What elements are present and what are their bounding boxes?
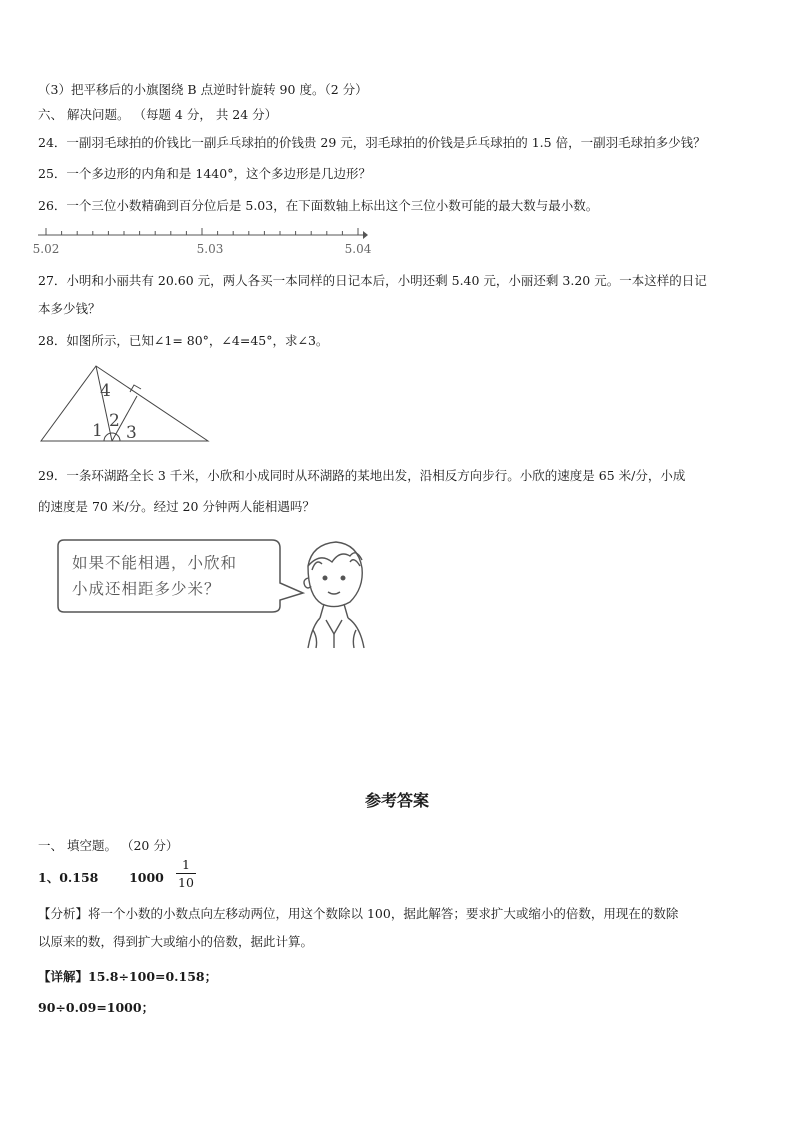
number-line-label-503: 5.03 <box>196 242 224 256</box>
analysis-line2: 以原来的数，得到扩大或缩小的倍数，据此计算。 <box>38 934 314 949</box>
fraction-numerator: 1 <box>182 857 190 872</box>
number-line <box>32 225 372 261</box>
angle-1-label: 1 <box>92 421 103 441</box>
answer-1-value2: 1000 <box>129 870 164 885</box>
question-24: 24．一副羽毛球拍的价钱比一副乒乓球拍的价钱贵 29 元，羽毛球拍的价钱是乒乓球拍的 1.5 倍，一副羽毛球拍多少钱？ <box>38 135 706 150</box>
question-27-line1: 27．小明和小丽共有 20.60 元，两人各买一本同样的日记本后，小明还剩 5.40 元，小丽还剩 3.20 元。一本这样的日记 <box>38 273 707 288</box>
angle-2-label: 2 <box>109 411 120 431</box>
question-28: 28．如图所示，已知∠1= 80°，∠4=45°，求∠3。 <box>38 333 329 348</box>
angle-4-label: 4 <box>100 381 111 401</box>
analysis-line1: 【分析】将一个小数的小数点向左移动两位，用这个数除以 100，据此解答；要求扩大或缩小的倍数，用现在的数除 <box>38 906 679 921</box>
answer-1-prefix: 1、0.158 <box>38 870 99 885</box>
bubble-line2: 小成还相距多少米？ <box>72 580 221 598</box>
triangle-diagram <box>38 358 213 448</box>
detail-line1: 【详解】15.8÷100=0.158； <box>38 969 218 984</box>
question-26: 26．一个三位小数精确到百分位后是 5.03，在下面数轴上标出这个三位小数可能的最大数与最小数。 <box>38 198 599 213</box>
angle-3-label: 3 <box>126 423 137 443</box>
fraction-denominator: 10 <box>178 875 194 890</box>
number-line-label-502: 5.02 <box>32 242 60 256</box>
question-29-line2: 的速度是 70 米/分。经过 20 分钟两人能相遇吗？ <box>38 499 315 514</box>
answer-1-fraction <box>176 857 196 890</box>
question-23-3: （3）把平移后的小旗图绕 B 点逆时针旋转 90 度。（2 分） <box>38 82 368 97</box>
answer-section-1-heading: 一、 填空题。 （20 分） <box>38 838 179 853</box>
answer-1 <box>38 868 164 886</box>
question-25: 25．一个多边形的内角和是 1440°，这个多边形是几边形？ <box>38 166 371 181</box>
question-27-line2: 本多少钱？ <box>38 301 101 316</box>
detail-line2: 90÷0.09=1000； <box>38 1000 155 1015</box>
boy-illustration <box>304 542 364 648</box>
question-29-line1: 29．一条环湖路全长 3 千米，小欣和小成同时从环湖路的某地出发，沿相反方向步行。小欣的速度是 65 米/分，小成 <box>38 468 686 483</box>
bubble-line1: 如果不能相遇，小欣和 <box>72 554 238 572</box>
number-line-label-504: 5.04 <box>344 242 372 256</box>
section-6-heading: 六、 解决问题。 （每题 4 分， 共 24 分） <box>38 107 278 122</box>
answer-key-title: 参考答案 <box>364 791 429 810</box>
